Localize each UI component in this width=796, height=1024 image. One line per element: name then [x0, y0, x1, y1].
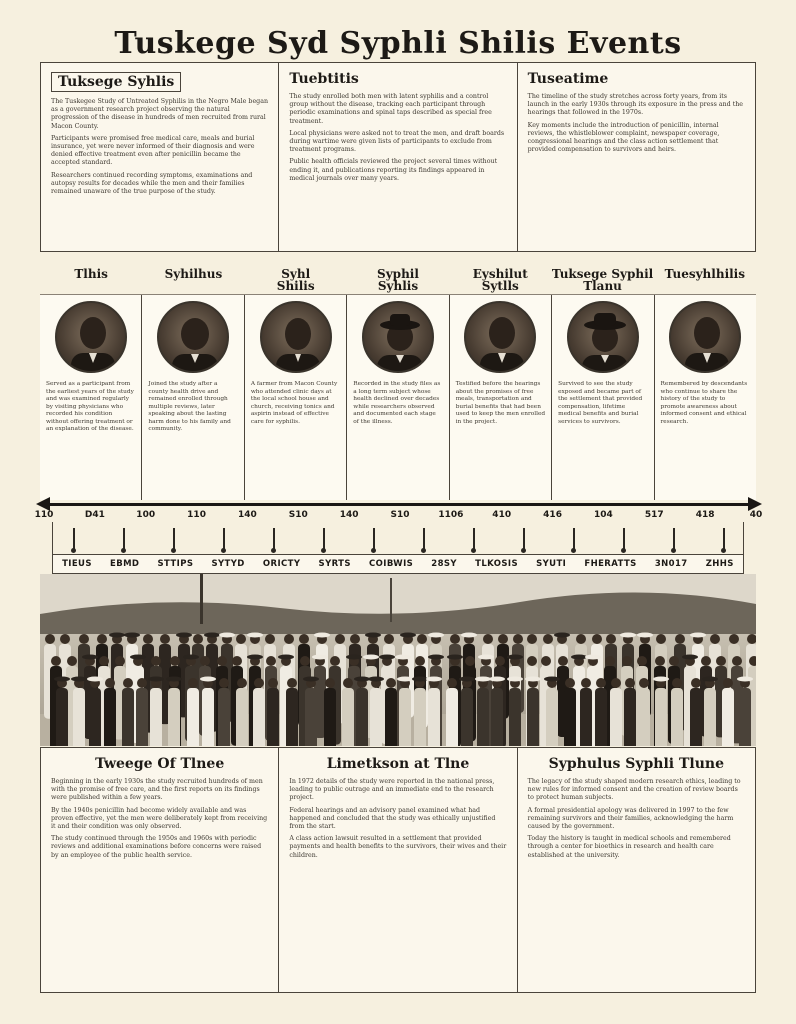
- person-with-hat-icon: [364, 303, 434, 373]
- crowd-head: [622, 656, 632, 666]
- crowd-head: [417, 634, 427, 644]
- panel-paragraph: Today the history is taught in medical schools and remembered through a center for bioethics in research and health care established at the university.: [527, 835, 731, 859]
- portrait-card: [655, 295, 756, 500]
- timeline-year: D41: [84, 510, 105, 520]
- top-panels: [40, 62, 756, 252]
- crowd-hat: [475, 677, 491, 682]
- panel-title: Tuseatime: [527, 71, 609, 87]
- crowd-figure: [168, 688, 180, 746]
- crowd-head: [605, 656, 615, 666]
- crowd-head: [67, 656, 77, 666]
- crowd-figure: [236, 688, 248, 746]
- top-panel-2: [279, 63, 517, 251]
- panel-body: [289, 778, 506, 860]
- timeline-year: 110: [34, 510, 54, 520]
- crowd-head: [330, 656, 340, 666]
- timeline-tick: [273, 528, 275, 550]
- crowd-hat: [412, 677, 428, 682]
- crowd-figure: [704, 688, 716, 746]
- crowd-hat: [354, 677, 370, 682]
- crowd-hat: [447, 655, 463, 660]
- crowd-figure: [739, 688, 751, 746]
- timeline-year: 140: [339, 510, 359, 520]
- portrait-caption: A farmer from Macon County who attended clinic days at the local school house and church, receiving tonics and aspirin instead of effective care for syphilis.: [250, 381, 338, 425]
- timeline-tick: [423, 528, 425, 550]
- crowd-head: [300, 656, 310, 666]
- timeline-tick: [123, 528, 125, 550]
- portrait-name: Tuksege Syphil Tlanu: [551, 267, 654, 293]
- portrait-photo: [669, 301, 741, 373]
- panel-body: [51, 778, 268, 860]
- portrait-photo: [464, 301, 536, 373]
- crowd-head: [343, 678, 353, 688]
- portrait-photo: [260, 301, 332, 373]
- portrait-caption: Remembered by descendants who continue to share the history of the study to promote awareness about informed consent and ethical research.: [660, 381, 748, 425]
- timeline-year: 416: [543, 510, 562, 520]
- timeline-year: S10: [288, 510, 308, 520]
- timeline-tick: [173, 528, 175, 550]
- crowd-head: [45, 634, 55, 644]
- person-silhouette-icon: [671, 303, 741, 373]
- crowd-figure: [564, 688, 576, 746]
- portrait-name: Syhl Shilis: [276, 267, 315, 293]
- crowd-hat: [87, 677, 103, 682]
- crowd-photograph: [40, 574, 756, 746]
- timeline-label: SYUTI: [536, 559, 567, 569]
- crowd-head: [483, 634, 493, 644]
- portrait-card: [142, 295, 244, 500]
- crowd-hat: [637, 633, 653, 638]
- crowd-hat: [554, 633, 570, 638]
- portrait-name: Tlhis: [74, 267, 108, 281]
- timeline-tick: [573, 528, 575, 550]
- crowd-hat: [368, 677, 384, 682]
- crowd-hat: [459, 677, 475, 682]
- panel-paragraph: A class action lawsuit resulted in a settlement that provided payments and health benefits to the survivors, their wives and their children.: [289, 835, 507, 859]
- crowd-head: [691, 678, 701, 688]
- top-panel-1: [41, 63, 279, 251]
- crowd-hat: [176, 633, 192, 638]
- crowd-head: [237, 678, 247, 688]
- crowd-hat: [620, 633, 636, 638]
- panel-body: [289, 93, 506, 183]
- panel-title: Tuksege Syhlis: [51, 72, 181, 92]
- portrait-photo: [567, 301, 639, 373]
- crowd-head: [99, 656, 109, 666]
- bottom-panel-2: [279, 748, 517, 992]
- portrait-cards: [40, 294, 756, 500]
- crowd-hat: [166, 677, 182, 682]
- crowd-figure: [305, 688, 317, 746]
- timeline-ticks: [52, 522, 744, 556]
- crowd-hat: [525, 677, 541, 682]
- crowd-figure: [461, 688, 473, 746]
- portrait-name: Syphil Syhlis: [377, 267, 419, 293]
- crowd-figure: [122, 688, 134, 746]
- portrait-name: Syhilhus: [164, 267, 223, 281]
- timeline-label: TLKOSIS: [475, 559, 518, 569]
- crowd-head: [637, 656, 647, 666]
- crowd-head: [193, 634, 203, 644]
- crowd-hat: [109, 633, 125, 638]
- crowd-head: [51, 656, 61, 666]
- crowd-figure: [73, 688, 85, 746]
- crowd-figure: [202, 688, 214, 746]
- timeline-label: COIBWIS: [369, 559, 414, 569]
- crowd-hat: [312, 655, 328, 660]
- crowd-figure: [491, 688, 503, 746]
- crowd-head: [710, 634, 720, 644]
- crowd-figure: [267, 688, 279, 746]
- panel-body: [528, 93, 745, 154]
- crowd-head: [656, 634, 666, 644]
- person-silhouette-icon: [262, 303, 332, 373]
- crowd-figure: [187, 688, 199, 746]
- crowd-figure: [428, 688, 440, 746]
- crowd-head: [350, 634, 360, 644]
- crowd-head: [137, 678, 147, 688]
- crowd-head: [611, 678, 621, 688]
- crowd-figure: [546, 688, 558, 746]
- crowd-head: [543, 634, 553, 644]
- bottom-panel-1: [41, 748, 279, 992]
- timeline-label: EBMD: [109, 559, 140, 569]
- panel-paragraph: The legacy of the study shaped modern research ethics, leading to new rules for informed consent and the creation of review boards to protect human subjects.: [527, 778, 741, 802]
- portrait-card: [552, 295, 654, 500]
- crowd-head: [268, 678, 278, 688]
- crowd-head: [265, 634, 275, 644]
- crowd-hat: [130, 655, 146, 660]
- portrait-card: [245, 295, 347, 500]
- page-title: Tuskege Syd Syphli Shilis Events: [114, 26, 682, 61]
- panel-body: [528, 778, 745, 860]
- crowd-hat: [200, 677, 216, 682]
- panel-paragraph: Participants were promised free medical care, meals and burial insurance, yet were never informed of their diagnosis and were denied effective treatment even after penicillin became the accepted standard.: [51, 134, 255, 167]
- panel-title: Syphulus Syphli Tlune: [548, 756, 724, 772]
- crowd-hat: [247, 633, 263, 638]
- crowd-head: [325, 678, 335, 688]
- panel-title: Tweege Of Tlnee: [95, 756, 225, 772]
- crowd-figure: [477, 688, 489, 746]
- portrait-name: Eyshilut Sytlls: [472, 267, 528, 293]
- panel-paragraph: A formal presidential apology was delivered in 1997 to the few remaining survivors and their families, acknowledging the harm caused by the government.: [527, 806, 734, 831]
- crowd-hat: [71, 677, 87, 682]
- timeline-year: 110: [187, 510, 206, 520]
- portrait-card: [40, 295, 142, 500]
- portrait-photo: [55, 301, 127, 373]
- crowd-head: [565, 678, 575, 688]
- arrow-left-icon: [36, 497, 50, 511]
- crowd-head: [716, 656, 726, 666]
- crowd-hat: [204, 633, 220, 638]
- timeline-tick: [323, 528, 325, 550]
- crowd-head: [143, 634, 153, 644]
- person-silhouette-icon: [159, 303, 229, 373]
- crowd-head: [188, 678, 198, 688]
- crowd-head: [115, 656, 125, 666]
- crowd-figure: [385, 688, 397, 746]
- portrait-photo: [157, 301, 229, 373]
- crowd-hat: [544, 677, 560, 682]
- crowd-head: [386, 678, 396, 688]
- crowd-figure: [690, 688, 702, 746]
- crowd-hat: [400, 633, 416, 638]
- crowd-head: [669, 656, 679, 666]
- crowd-head: [541, 656, 551, 666]
- timeline-year: 104: [594, 510, 613, 520]
- crowd-head: [287, 678, 297, 688]
- crowd-head: [97, 634, 107, 644]
- timeline-tick: [473, 528, 475, 550]
- crowd-head: [558, 656, 568, 666]
- portrait-name: Tuesyhlhilis: [664, 267, 745, 281]
- crowd-head: [266, 656, 276, 666]
- crowd-figure: [509, 688, 521, 746]
- crowd-head: [415, 656, 425, 666]
- timeline-year: 100: [136, 510, 156, 520]
- crowd-hat: [148, 677, 164, 682]
- crowd-hat: [428, 655, 444, 660]
- timeline-label: FHERATTS: [584, 559, 637, 569]
- timeline-label: ORICTY: [262, 559, 301, 569]
- crowd-hat: [428, 633, 444, 638]
- crowd-figure: [655, 688, 667, 746]
- crowd-hat: [395, 655, 411, 660]
- crowd-head: [170, 656, 180, 666]
- crowd-head: [729, 634, 739, 644]
- crowd-figure: [342, 688, 354, 746]
- crowd-figure: [595, 688, 607, 746]
- crowd-head: [655, 656, 665, 666]
- crowd-hat: [426, 677, 442, 682]
- crowd-figure: [286, 688, 298, 746]
- crowd-head: [335, 634, 345, 644]
- panel-paragraph: Researchers continued recording symptoms, examinations and autopsy results for decades while the men and their families remained unaware of the true purpose of the study.: [51, 171, 253, 196]
- timeline-label: TIEUS: [62, 559, 92, 569]
- crowd-head: [447, 678, 457, 688]
- crowd-head: [284, 634, 294, 644]
- crowd-head: [105, 678, 115, 688]
- crowd-head: [254, 678, 264, 688]
- portrait-caption: Survived to see the study exposed and became part of the settlement that provided compensation, lifetime medical benefits and burial services to survivors.: [558, 381, 643, 425]
- timeline-label: SYTYD: [211, 559, 245, 569]
- timeline-tick: [73, 528, 75, 550]
- crowd-figure: [610, 688, 622, 746]
- crowd-head: [672, 678, 682, 688]
- crowd-hat: [702, 677, 718, 682]
- crowd-figure: [150, 688, 162, 746]
- top-panel-3: [518, 63, 755, 251]
- panel-title: Tuebtitis: [289, 71, 359, 87]
- crowd-head: [232, 656, 242, 666]
- crowd-figure: [56, 688, 68, 746]
- portrait-caption: Recorded in the study files as a long term subject whose health declined over decades while researchers observed and documented each stage of the illness.: [353, 381, 441, 425]
- crowd-figure: [624, 688, 636, 746]
- crowd-hat: [653, 677, 669, 682]
- timeline-label: SYRTS: [318, 559, 351, 569]
- panel-paragraph: The timeline of the study stretches across forty years, from its launch in the early 1930s through its exposure in the press and the hearings that followed in the 1970s.: [527, 93, 744, 117]
- panel-paragraph: The Tuskegee Study of Untreated Syphilis in the Negro Male began as a government research project observing the natural progression of the disease in hundreds of men recruited from rural Macon County.: [51, 98, 269, 130]
- person-silhouette-icon: [57, 303, 127, 373]
- crowd-head: [675, 634, 685, 644]
- crowd-hat: [737, 677, 753, 682]
- timeline-year: 1106: [438, 510, 464, 520]
- timeline-line: [44, 503, 752, 506]
- crowd-head: [701, 656, 711, 666]
- crowd-head: [160, 634, 170, 644]
- panel-paragraph: Local physicians were asked not to treat the men, and draft boards during wartime were given lists of participants to exclude from treatment programs.: [289, 129, 505, 154]
- crowd-hat: [219, 633, 235, 638]
- panel-title: Limetkson at Tlne: [326, 756, 470, 772]
- crowd-head: [625, 678, 635, 688]
- crowd-head: [513, 634, 523, 644]
- crowd-hat: [365, 633, 381, 638]
- crowd-figure: [356, 688, 368, 746]
- crowd-head: [527, 634, 537, 644]
- crowd-illustration: [40, 574, 756, 746]
- crowd-hat: [571, 655, 587, 660]
- crowd-hat: [303, 677, 319, 682]
- panel-paragraph: Beginning in the early 1930s the study recruited hundreds of men with the promise of free care, and the first reports on its findings were published within a few years.: [51, 778, 263, 802]
- crowd-figure: [671, 688, 683, 746]
- crowd-figure: [218, 688, 230, 746]
- crowd-head: [60, 634, 70, 644]
- crowd-head: [606, 634, 616, 644]
- crowd-head: [151, 656, 161, 666]
- panel-paragraph: Federal hearings and an advisory panel examined what had happened and concluded that the study was ethically unjustified from the start.: [289, 806, 496, 831]
- arrow-right-icon: [748, 497, 762, 511]
- crowd-head: [236, 634, 246, 644]
- timeline-year: 418: [695, 510, 715, 520]
- panel-paragraph: Public health officials reviewed the project several times without ending it, and publications reporting its findings appeared in medical journals over many years.: [289, 158, 498, 182]
- crowd-hat: [54, 677, 70, 682]
- crowd-hat: [489, 677, 505, 682]
- timeline-tick: [373, 528, 375, 550]
- portrait-caption: Joined the study after a county health drive and remained enrolled through multiple reviews, later speaking about the lasting harm done to his family and community.: [148, 381, 231, 432]
- crowd-head: [581, 678, 591, 688]
- panel-paragraph: The study continued through the 1950s and 1960s with periodic reviews and additional examinations before concerns were raised by an employee of the public health service.: [51, 835, 262, 859]
- crowd-head: [79, 634, 89, 644]
- crowd-head: [200, 656, 210, 666]
- timeline-tick: [673, 528, 675, 550]
- crowd-hat: [585, 655, 601, 660]
- timeline-year: S10: [390, 510, 410, 520]
- crowd-hat: [346, 655, 362, 660]
- crowd-head: [299, 634, 309, 644]
- crowd-head: [723, 678, 733, 688]
- crowd-hat: [461, 633, 477, 638]
- panel-paragraph: Key moments include the introduction of penicillin, internal reviews, the whistleblower complaint, newspaper coverage, congressional hearings and the class action settlement that provided compensation to survivors and heirs.: [527, 121, 720, 154]
- crowd-hat: [278, 655, 294, 660]
- crowd-hat: [397, 677, 413, 682]
- crowd-head: [732, 656, 742, 666]
- crowd-figure: [324, 688, 336, 746]
- crowd-figure: [136, 688, 148, 746]
- crowd-head: [592, 634, 602, 644]
- crowd-head: [747, 634, 756, 644]
- crowd-figure: [89, 688, 101, 746]
- portrait-strip: [40, 268, 756, 500]
- portrait-caption: Served as a participant from the earliest years of the study and was examined regularly by visiting physicians who recorded his condition without offering treatment or an explanation of the disease.: [46, 381, 134, 432]
- timeline-tick: [623, 528, 625, 550]
- crowd-figure: [104, 688, 116, 746]
- person-with-hat-icon: [569, 303, 639, 373]
- crowd-hat: [507, 677, 523, 682]
- panel-paragraph: In 1972 details of the study were reported in the national press, leading to public outrage and an immediate end to the research project.: [289, 778, 495, 802]
- crowd-head: [576, 634, 586, 644]
- crowd-head: [639, 678, 649, 688]
- timeline-label: 28SY: [431, 559, 457, 569]
- crowd-hat: [682, 655, 698, 660]
- timeline-tick: [223, 528, 225, 550]
- crowd-head: [384, 634, 394, 644]
- crowd-figure: [399, 688, 411, 746]
- crowd-figure: [638, 688, 650, 746]
- crowd-figure: [527, 688, 539, 746]
- crowd-hat: [379, 655, 395, 660]
- crowd-head: [465, 656, 475, 666]
- portrait-card: [450, 295, 552, 500]
- portrait-caption: Testified before the hearings about the promises of free meals, transportation and burial benefits that had been used to keep the men enrolled in the project.: [455, 381, 546, 425]
- crowd-figure: [446, 688, 458, 746]
- crowd-figure: [370, 688, 382, 746]
- timeline-year: 40: [749, 510, 763, 520]
- crowd-head: [450, 634, 460, 644]
- crowd-hat: [507, 655, 523, 660]
- bottom-panel-3: [518, 748, 755, 992]
- panel-paragraph: By the 1940s penicillin had become widely available and was proven effective, yet the men were deliberately kept from receiving it and their condition was only observed.: [51, 806, 268, 831]
- timeline-labels: [52, 554, 744, 574]
- crowd-figure: [253, 688, 265, 746]
- crowd-head: [123, 678, 133, 688]
- crowd-head: [527, 656, 537, 666]
- timeline-label: STTIPS: [157, 559, 194, 569]
- crowd-head: [498, 634, 508, 644]
- crowd-head: [495, 656, 505, 666]
- crowd-hat: [690, 633, 706, 638]
- crowd-head: [217, 656, 227, 666]
- portrait-card: [347, 295, 449, 500]
- timeline-label: 3N017: [654, 559, 688, 569]
- timeline-label: ZHHS: [705, 559, 734, 569]
- crowd-hat: [124, 633, 140, 638]
- timeline-year: 140: [238, 510, 257, 520]
- crowd-head: [596, 678, 606, 688]
- portrait-photo: [362, 301, 434, 373]
- timeline-tick: [723, 528, 725, 550]
- timeline-tick: [523, 528, 525, 550]
- crowd-hat: [82, 655, 98, 660]
- crowd-hat: [478, 655, 494, 660]
- crowd-figure: [722, 688, 734, 746]
- bottom-panels: [40, 747, 756, 993]
- person-silhouette-icon: [466, 303, 536, 373]
- timeline-year: 517: [644, 510, 664, 520]
- crowd-figure: [580, 688, 592, 746]
- crowd-hat: [363, 655, 379, 660]
- crowd-figure: [414, 688, 426, 746]
- crowd-hat: [247, 655, 263, 660]
- panel-paragraph: The study enrolled both men with latent syphilis and a control group without the disease, tracking each participant through periodic examinations and spinal taps described as special free treatment.: [289, 93, 492, 125]
- crowd-hat: [183, 655, 199, 660]
- panel-body: [51, 98, 268, 196]
- crowd-hat: [314, 633, 330, 638]
- crowd-head: [219, 678, 229, 688]
- timeline-year: 410: [492, 510, 512, 520]
